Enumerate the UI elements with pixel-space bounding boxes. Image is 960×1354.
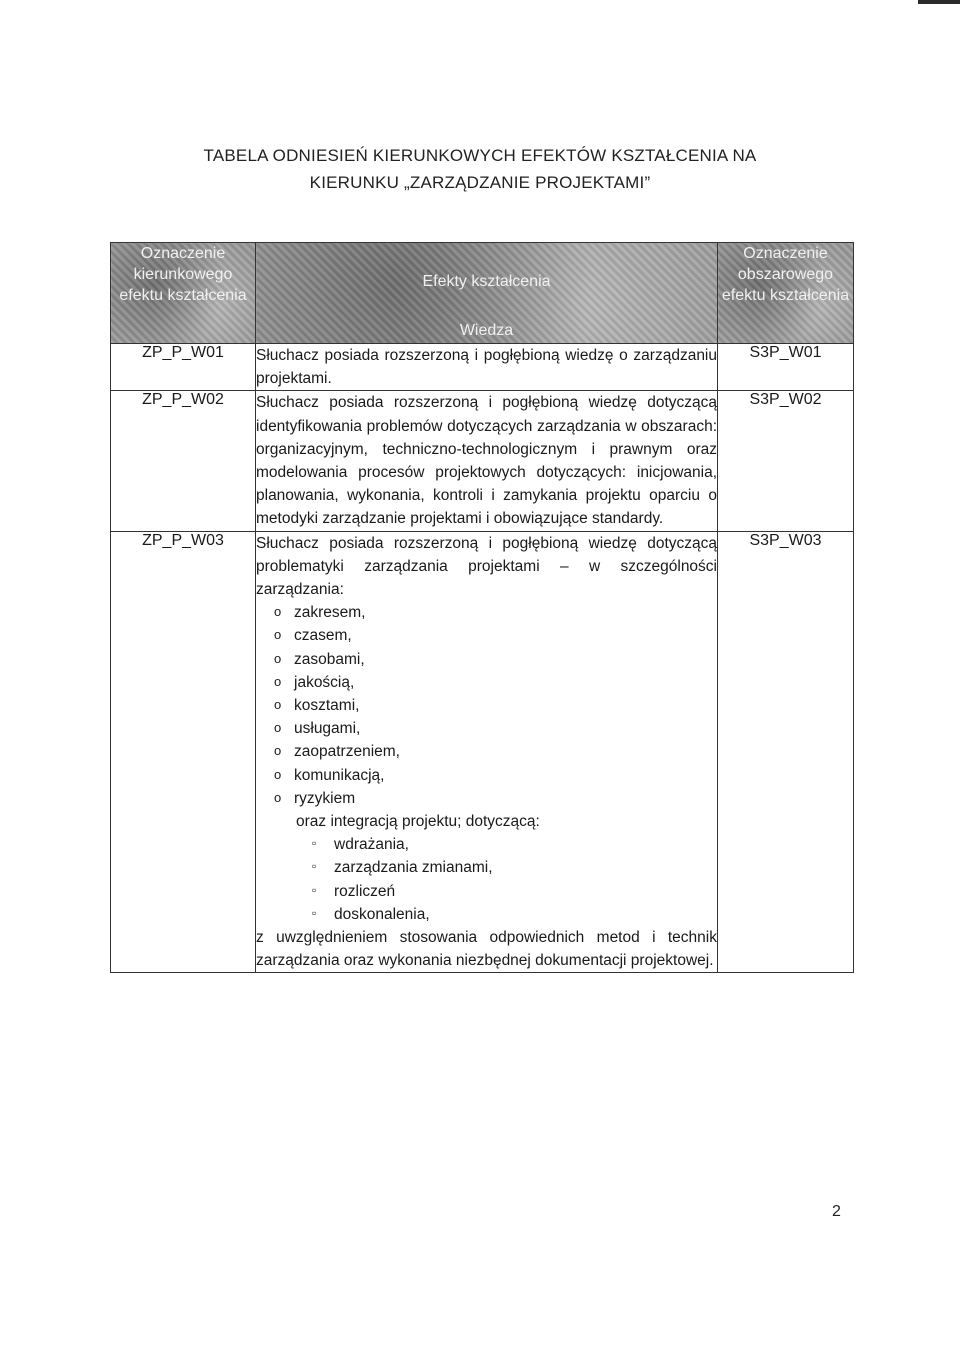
list-item: o czasem,: [294, 624, 717, 647]
list-item: o ryzykiem: [294, 787, 717, 810]
list-item: ▫ doskonalenia,: [334, 903, 717, 926]
table-row: [111, 391, 854, 531]
row-area-code: S3P_W02: [718, 391, 854, 531]
row-area-code: S3P_W03: [718, 531, 854, 973]
row-description: [256, 344, 718, 391]
row-text: Słuchacz posiada rozszerzoną i pogłębioną wiedzę dotyczącą identyfikowania problemów dotyczących zarządzania w obszarach: organizacyjnym, techniczno-technologicznym i prawnym oraz modelowania procesów projektowych dotyczących: inicjowania, planowania, wykonania, kontroli i zamykania projektu oparciu o metodyki zarządzanie projektami i obowiązujące standardy.: [256, 394, 717, 528]
list-item: ▫ wdrażania,: [334, 833, 717, 856]
row-description: [256, 531, 718, 973]
list-item: o usługami,: [294, 717, 717, 740]
row-code: ZP_P_W02: [111, 391, 256, 531]
title-line-2: KIERUNKU „ZARZĄDZANIE PROJEKTAMI”: [309, 173, 651, 192]
row-code: ZP_P_W03: [111, 531, 256, 973]
list-item: o komunikacją,: [294, 764, 717, 787]
list-item: o zasobami,: [294, 648, 717, 671]
list-item: ▫ zarządzania zmianami,: [334, 856, 717, 879]
header-effects-label: Efekty kształcenia: [422, 273, 551, 290]
list-item: o kosztami,: [294, 694, 717, 717]
row-intro: Słuchacz posiada rozszerzoną i pogłębioną wiedzę dotyczącą problematyki zarządzania projektami – w szczególności zarządzania:: [256, 534, 717, 599]
document-title: [0, 142, 960, 196]
integration-text: oraz integracją projektu; dotyczącą:: [296, 813, 540, 831]
page-number: 2: [832, 1203, 841, 1220]
row-outro: z uwzględnieniem stosowania odpowiednich metod i technik zarządzania oraz wykonania niezbędnej dokumentacji projektowej.: [256, 929, 717, 970]
header-effects: [256, 243, 718, 344]
table-row: [111, 344, 854, 391]
management-areas-list: [256, 601, 717, 810]
header-direction-code: Oznaczenie kierunkowego efektu kształcenia: [111, 243, 256, 344]
row-code: ZP_P_W01: [111, 344, 256, 391]
list-item: o zakresem,: [294, 601, 717, 624]
list-item: o jakością,: [294, 671, 717, 694]
row-description: [256, 391, 718, 531]
list-item: ▫ rozliczeń: [334, 880, 717, 903]
scan-corner-mark: [918, 0, 960, 4]
table-header-row: [111, 243, 854, 344]
header-area-code: Oznaczenie obszarowego efektu kształcenia: [718, 243, 854, 344]
integration-list: [256, 833, 717, 926]
title-line-1: TABELA ODNIESIEŃ KIERUNKOWYCH EFEKTÓW KSZTAŁCENIA NA: [203, 146, 757, 165]
row-area-code: S3P_W01: [718, 344, 854, 391]
row-text: Słuchacz posiada rozszerzoną i pogłębioną wiedzę o zarządzaniu projektami.: [256, 347, 717, 388]
list-item: o zaopatrzeniem,: [294, 740, 717, 763]
effects-table: [110, 242, 854, 973]
header-knowledge-label: Wiedza: [459, 322, 514, 339]
table-row: [111, 531, 854, 973]
